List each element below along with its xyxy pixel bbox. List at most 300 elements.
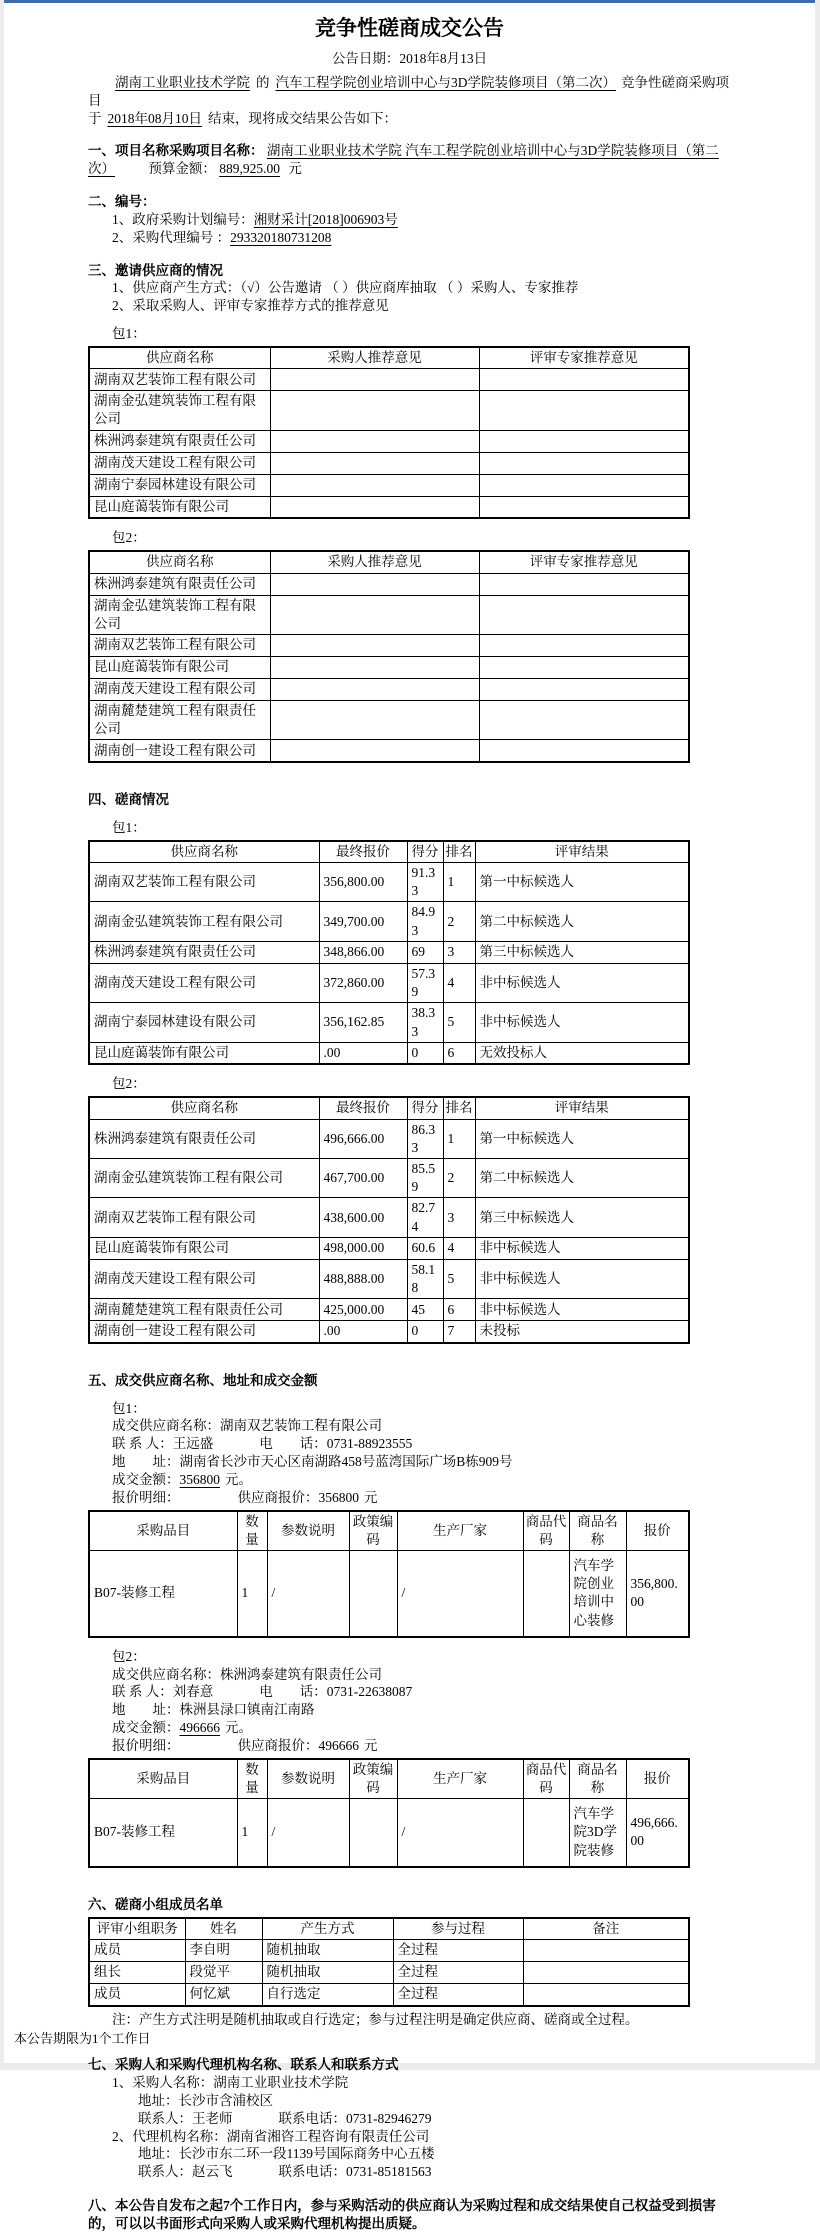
column-header: 供应商名称 (89, 347, 270, 369)
quote-label: 供应商报价： (237, 1737, 319, 1753)
agent-contact-line (138, 2163, 736, 2181)
contact-line (112, 1435, 736, 1453)
rank-cell: 2 (443, 1159, 475, 1198)
price-cell: 498,000.00 (319, 1237, 407, 1259)
quantity-cell: 1 (237, 1799, 267, 1867)
table-row (89, 1159, 689, 1198)
empty-cell (479, 430, 689, 452)
price-cell: 496,666.00 (319, 1119, 407, 1158)
column-header: 商品代码 (523, 1511, 569, 1551)
intro-text-2: 于 (88, 110, 102, 126)
column-header: 姓名 (185, 1918, 262, 1940)
winner-label: 成交供应商名称： (112, 1666, 220, 1682)
supplier-name-cell: 湖南金弘建筑装饰工程有限公司 (89, 595, 270, 634)
score-cell: 38.33 (407, 1003, 443, 1042)
supplier-name-cell: 湖南茂天建设工程有限公司 (89, 452, 270, 474)
result-cell: 第一中标候选人 (475, 1119, 689, 1158)
package-2-label: 包2： (112, 1076, 146, 1092)
empty-cell (270, 634, 479, 656)
buyer-contact-line (138, 2110, 736, 2128)
empty-cell (479, 678, 689, 700)
supplier-name-cell: 株洲鸿泰建筑有限责任公司 (89, 941, 319, 963)
buyer-phone: 0731-82946279 (346, 2110, 432, 2126)
section-8-paragraph: 八、本公告自发布之起7个工作日内，参与采购活动的供应商认为采购过程和成交结果使自己权益受到损害的，可以以书面形式向采购人或采购代理机构提出质疑。 (88, 2198, 716, 2231)
package-1-item-table (88, 1510, 690, 1638)
process-cell: 全过程 (393, 1984, 523, 2006)
buyer-contact: 联系人：王老师 (138, 2110, 233, 2126)
table-row (89, 1259, 689, 1298)
table-row (89, 391, 689, 430)
intro-conjunction: 的 (256, 75, 270, 90)
supplier-name-cell: 湖南双艺装饰工程有限公司 (89, 369, 270, 391)
price-cell: 496,666.00 (626, 1799, 689, 1867)
table-header-row (89, 1918, 689, 1940)
contact-label: 联 系 人： (112, 1436, 173, 1452)
date-label: 公告日期： (331, 51, 400, 66)
rank-cell: 7 (443, 1321, 475, 1343)
date-line (4, 47, 815, 67)
column-header: 政策编码 (349, 1511, 397, 1551)
table-row (89, 1984, 689, 2006)
result-cell: 第二中标候选人 (475, 902, 689, 941)
empty-cell (270, 573, 479, 595)
phone-label: 电 话： (259, 1684, 327, 1700)
method-cell: 随机抽取 (262, 1962, 393, 1984)
contact-name: 刘春意 (172, 1684, 214, 1700)
quote-value: 356800 (318, 1489, 359, 1505)
supplier-name-cell: 株洲鸿泰建筑有限责任公司 (89, 1119, 319, 1158)
column-header: 商品代码 (523, 1759, 569, 1799)
contact-name: 王远盛 (172, 1436, 214, 1452)
supplier-name-cell: 湖南双艺装饰工程有限公司 (89, 634, 270, 656)
budget-value: 889,925.00 (219, 161, 280, 177)
result-cell: 非中标候选人 (475, 1259, 689, 1298)
column-header: 采购品目 (89, 1511, 237, 1551)
empty-cell (523, 1550, 569, 1636)
package-1-negotiation-table (88, 840, 690, 1066)
result-cell: 第三中标候选人 (475, 1198, 689, 1237)
column-header: 评审专家推荐意见 (479, 551, 689, 573)
panel-members-table (88, 1917, 690, 2007)
table-row (89, 902, 689, 941)
buyer-value: 湖南工业职业技术学院 (213, 2075, 349, 2091)
column-header: 报价 (626, 1511, 689, 1551)
package-2-label: 包2： (112, 1648, 146, 1664)
manufacturer-cell: / (397, 1799, 523, 1867)
result-cell: 无效投标人 (475, 1042, 689, 1064)
manufacturer-cell: / (397, 1550, 523, 1636)
section-4-heading: 四、磋商情况 (88, 791, 169, 807)
section-1-heading: 一、项目名称采购项目名称： (88, 143, 264, 159)
supplier-name-cell: 昆山庭蔼装饰有限公司 (89, 1237, 319, 1259)
section-4 (88, 791, 736, 1344)
amount-line (112, 1719, 736, 1737)
amount-value: 496666 (179, 1720, 220, 1736)
budget-unit: 元 (288, 161, 302, 177)
supplier-method-line: 1、供应商产生方式：（√）公告邀请 （ ）供应商库抽取 （ ）采购人、专家推荐 (112, 280, 579, 296)
price-cell: 356,800.00 (626, 1550, 689, 1636)
table-row (89, 740, 689, 762)
quote-detail-label: 报价明细： (112, 1737, 180, 1753)
plan-number-line (112, 211, 736, 229)
budget-label: 预算金额： (148, 161, 216, 177)
table-row (89, 700, 689, 739)
result-cell: 第二中标候选人 (475, 1159, 689, 1198)
address-line (112, 1453, 736, 1471)
supplier-name-cell: 湖南创一建设工程有限公司 (89, 1321, 319, 1343)
supplier-name-cell: 湖南创一建设工程有限公司 (89, 740, 270, 762)
package-1-label: 包1： (112, 325, 146, 341)
top-accent-bar (4, 0, 815, 3)
table-row (89, 1198, 689, 1237)
rank-cell: 3 (443, 941, 475, 963)
agency-number-label: 2、采购代理编号 ： (112, 229, 231, 245)
rank-cell: 4 (443, 963, 475, 1002)
rank-cell: 3 (443, 1198, 475, 1237)
supplier-name-cell: 湖南金弘建筑装饰工程有限公司 (89, 902, 319, 941)
winner-line (112, 1666, 736, 1684)
quote-unit: 元 (364, 1489, 378, 1505)
rank-cell: 6 (443, 1042, 475, 1064)
table-row (89, 573, 689, 595)
column-header: 得分 (407, 1097, 443, 1119)
item-name-cell: B07-装修工程 (89, 1799, 237, 1867)
rank-cell: 6 (443, 1299, 475, 1321)
section-6 (88, 1896, 736, 2029)
price-cell: .00 (319, 1321, 407, 1343)
table-row (89, 963, 689, 1002)
empty-cell (270, 700, 479, 739)
empty-cell (270, 452, 479, 474)
intro-text-3: 结束，现将成交结果公告如下： (208, 110, 397, 126)
empty-cell (270, 474, 479, 496)
score-cell: 0 (407, 1321, 443, 1343)
contact-line (112, 1683, 736, 1701)
result-cell: 非中标候选人 (475, 1299, 689, 1321)
section-6-heading: 六、磋商小组成员名单 (88, 1896, 223, 1912)
section-1 (88, 142, 736, 178)
empty-cell (479, 573, 689, 595)
quote-line (112, 1737, 736, 1755)
column-header: 评审专家推荐意见 (479, 347, 689, 369)
supplier-name-cell: 湖南金弘建筑装饰工程有限公司 (89, 1159, 319, 1198)
member-name-cell: 何忆斌 (185, 1984, 262, 2006)
method-cell: 自行选定 (262, 1984, 393, 2006)
buyer-phone-label: 联系电话： (278, 2110, 346, 2126)
agent-phone-label: 联系电话： (278, 2164, 346, 2180)
column-header: 排名 (443, 841, 475, 863)
column-header: 供应商名称 (89, 1097, 319, 1119)
price-cell: 372,860.00 (319, 963, 407, 1002)
empty-cell (270, 369, 479, 391)
table-header-row (89, 347, 689, 369)
supplier-name-cell: 昆山庭蔼装饰有限公司 (89, 496, 270, 518)
column-header: 供应商名称 (89, 551, 270, 573)
role-cell: 组长 (89, 1962, 185, 1984)
package-2-invited-suppliers-table (88, 550, 690, 763)
rank-cell: 1 (443, 863, 475, 902)
plan-number-value: 湘财采计[2018]006903号 (253, 211, 398, 227)
member-name-cell: 段觉平 (185, 1962, 262, 1984)
section-5 (88, 1372, 736, 1868)
document-body (88, 74, 736, 2233)
close-date: 2018年08月10日 (107, 110, 202, 126)
winner-line (112, 1417, 736, 1435)
supplier-name-cell: 湖南茂天建设工程有限公司 (89, 1259, 319, 1298)
price-cell: 348,866.00 (319, 941, 407, 963)
column-header: 采购人推荐意见 (270, 347, 479, 369)
section-2-heading: 二、编号： (88, 194, 156, 210)
empty-cell (270, 656, 479, 678)
empty-cell (479, 452, 689, 474)
table-row (89, 941, 689, 963)
result-cell: 非中标候选人 (475, 1237, 689, 1259)
amount-line (112, 1471, 736, 1489)
result-cell: 第一中标候选人 (475, 863, 689, 902)
column-header: 数量 (237, 1511, 267, 1551)
package-2-label: 包2： (112, 530, 146, 546)
score-cell: 45 (407, 1299, 443, 1321)
address-label: 地 址： (112, 1454, 180, 1470)
empty-cell (270, 678, 479, 700)
supplier-name-cell: 昆山庭蔼装饰有限公司 (89, 1042, 319, 1064)
contact-label: 联 系 人： (112, 1684, 173, 1700)
column-header: 采购人推荐意见 (270, 551, 479, 573)
amount-value: 356800 (179, 1471, 220, 1487)
empty-cell (349, 1550, 397, 1636)
column-header: 生产厂家 (397, 1759, 523, 1799)
table-row (89, 656, 689, 678)
score-cell: 60.6 (407, 1237, 443, 1259)
item-name-cell: B07-装修工程 (89, 1550, 237, 1636)
column-header: 最终报价 (319, 841, 407, 863)
empty-cell (523, 1799, 569, 1867)
price-cell: 425,000.00 (319, 1299, 407, 1321)
price-cell: 467,700.00 (319, 1159, 407, 1198)
rank-cell: 4 (443, 1237, 475, 1259)
amount-unit: 元。 (225, 1720, 252, 1736)
section-1-project-value: 湖南工业职业技术学院 汽车工程学院创业培训中心与3D学院装修项目（第二次） (88, 143, 719, 177)
page-title: 竞争性磋商成交公告 (315, 16, 504, 40)
package-1-label: 包1： (112, 819, 146, 835)
section-2 (88, 193, 736, 246)
score-cell: 69 (407, 941, 443, 963)
package-1-invited-suppliers-table (88, 346, 690, 519)
empty-cell (479, 496, 689, 518)
agent-phone: 0731-85181563 (346, 2164, 432, 2180)
empty-cell (523, 1984, 689, 2006)
agent-address-line: 地址：长沙市东二环一段1139号国际商务中心五楼 (138, 2146, 435, 2162)
rank-cell: 5 (443, 1259, 475, 1298)
score-cell: 82.74 (407, 1198, 443, 1237)
quote-line (112, 1489, 736, 1507)
intro-text-1: 竞争性磋商采购项目 (88, 75, 729, 108)
amount-label: 成交金额： (112, 1471, 180, 1487)
address-label: 地 址： (112, 1702, 180, 1718)
empty-cell (270, 595, 479, 634)
table-header-row (89, 551, 689, 573)
phone-value: 0731-88923555 (326, 1436, 413, 1452)
empty-cell (479, 656, 689, 678)
winner-name: 湖南双艺装饰工程有限公司 (220, 1418, 382, 1434)
table-row (89, 369, 689, 391)
agent-value: 湖南省湘咨工程咨询有限责任公司 (226, 2128, 430, 2144)
buyer-address-line: 地址：长沙市含浦校区 (138, 2093, 273, 2109)
intro-paragraph (88, 74, 736, 127)
empty-cell (479, 595, 689, 634)
agency-number-line (112, 229, 736, 247)
supplier-name-cell: 湖南宁泰园林建设有限公司 (89, 474, 270, 496)
column-header: 供应商名称 (89, 841, 319, 863)
table-row (89, 1550, 689, 1636)
phone-label: 电 话： (259, 1436, 327, 1452)
phone-value: 0731-22638087 (326, 1684, 413, 1700)
buyer-name: 湖南工业职业技术学院 (115, 75, 250, 90)
empty-cell (270, 496, 479, 518)
supplier-name-cell: 湖南双艺装饰工程有限公司 (89, 863, 319, 902)
empty-cell (270, 391, 479, 430)
table-row (89, 1962, 689, 1984)
date-value: 2018年8月13日 (399, 51, 488, 66)
supplier-name-cell: 湖南麓楚建筑工程有限责任公司 (89, 700, 270, 739)
supplier-name-cell: 湖南麓楚建筑工程有限责任公司 (89, 1299, 319, 1321)
recommendation-line: 2、采取采购人、评审专家推荐方式的推荐意见 (112, 298, 389, 314)
column-header: 采购品目 (89, 1759, 237, 1799)
column-header: 报价 (626, 1759, 689, 1799)
table-row (89, 1119, 689, 1158)
quote-detail-label: 报价明细： (112, 1489, 180, 1505)
table-row (89, 1799, 689, 1867)
column-header: 数量 (237, 1759, 267, 1799)
table-note: 注：产生方式注明是随机抽取或自行选定；参与过程注明是确定供应商、磋商或全过程。 (112, 2011, 639, 2027)
footer-note: 本公告期限为1个工作日 (14, 2031, 151, 2046)
column-header: 参数说明 (267, 1511, 349, 1551)
section-7-heading: 七、采购人和采购代理机构名称、联系人和联系方式 (88, 2057, 399, 2073)
result-cell: 非中标候选人 (475, 1003, 689, 1042)
column-header: 产生方式 (262, 1918, 393, 1940)
empty-cell (270, 740, 479, 762)
score-cell: 84.93 (407, 902, 443, 941)
price-cell: 438,600.00 (319, 1198, 407, 1237)
process-cell: 全过程 (393, 1940, 523, 1962)
package-2-item-table (88, 1758, 690, 1868)
table-row (89, 1321, 689, 1343)
table-row (89, 863, 689, 902)
empty-cell (479, 391, 689, 430)
empty-cell (479, 700, 689, 739)
table-row (89, 634, 689, 656)
method-cell: 随机抽取 (262, 1940, 393, 1962)
table-header-row (89, 1097, 689, 1119)
table-row (89, 1042, 689, 1064)
table-row (89, 430, 689, 452)
table-header-row (89, 841, 689, 863)
supplier-name-cell: 湖南茂天建设工程有限公司 (89, 963, 319, 1002)
column-header: 评审结果 (475, 1097, 689, 1119)
package-1-label: 包1： (112, 1400, 146, 1416)
score-cell: 91.33 (407, 863, 443, 902)
product-name-cell: 汽车学院3D学院装修 (569, 1799, 626, 1867)
column-header: 备注 (523, 1918, 689, 1940)
result-cell: 未投标 (475, 1321, 689, 1343)
table-row (89, 1940, 689, 1962)
role-cell: 成员 (89, 1940, 185, 1962)
table-row (89, 474, 689, 496)
score-cell: 57.39 (407, 963, 443, 1002)
column-header: 商品名称 (569, 1759, 626, 1799)
result-cell: 非中标候选人 (475, 963, 689, 1002)
amount-label: 成交金额： (112, 1720, 180, 1736)
supplier-name-cell: 湖南金弘建筑装饰工程有限公司 (89, 391, 270, 430)
quantity-cell: 1 (237, 1550, 267, 1636)
package-2-negotiation-table (88, 1096, 690, 1344)
column-header: 参数说明 (267, 1759, 349, 1799)
quote-unit: 元 (364, 1737, 378, 1753)
table-row (89, 1003, 689, 1042)
rank-cell: 1 (443, 1119, 475, 1158)
supplier-name-cell: 昆山庭蔼装饰有限公司 (89, 656, 270, 678)
score-cell: 86.33 (407, 1119, 443, 1158)
column-header: 商品名称 (569, 1511, 626, 1551)
table-row (89, 678, 689, 700)
supplier-name-cell: 株洲鸿泰建筑有限责任公司 (89, 430, 270, 452)
empty-cell (479, 474, 689, 496)
result-cell: 第三中标候选人 (475, 941, 689, 963)
score-cell: 85.59 (407, 1159, 443, 1198)
empty-cell (479, 634, 689, 656)
table-header-row (89, 1511, 689, 1551)
section-5-heading: 五、成交供应商名称、地址和成交金额 (88, 1372, 318, 1388)
empty-cell (523, 1962, 689, 1984)
section-3-heading: 三、邀请供应商的情况 (88, 262, 223, 278)
quote-label: 供应商报价： (237, 1489, 319, 1505)
supplier-name-cell: 株洲鸿泰建筑有限责任公司 (89, 573, 270, 595)
empty-cell (479, 740, 689, 762)
plan-number-label: 1、政府采购计划编号： (112, 211, 254, 227)
role-cell: 成员 (89, 1984, 185, 2006)
column-header: 排名 (443, 1097, 475, 1119)
quote-value: 496666 (318, 1737, 359, 1753)
column-header: 参与过程 (393, 1918, 523, 1940)
score-cell: 0 (407, 1042, 443, 1064)
price-cell: 356,162.85 (319, 1003, 407, 1042)
amount-unit: 元。 (225, 1471, 252, 1487)
member-name-cell: 李自明 (185, 1940, 262, 1962)
column-header: 评审小组职务 (89, 1918, 185, 1940)
agency-number-value: 293320180731208 (230, 229, 332, 245)
price-cell: .00 (319, 1042, 407, 1064)
product-name-cell: 汽车学院创业培训中心装修 (569, 1550, 626, 1636)
supplier-name-cell: 湖南宁泰园林建设有限公司 (89, 1003, 319, 1042)
table-row (89, 1299, 689, 1321)
price-cell: 488,888.00 (319, 1259, 407, 1298)
rank-cell: 5 (443, 1003, 475, 1042)
section-7 (88, 2056, 736, 2181)
buyer-name-line (112, 2074, 736, 2092)
table-row (89, 496, 689, 518)
buyer-label: 1、采购人名称： (112, 2075, 214, 2091)
empty-cell (523, 1940, 689, 1962)
rank-cell: 2 (443, 902, 475, 941)
address-value: 株洲县渌口镇南江南路 (179, 1702, 315, 1718)
score-cell: 58.18 (407, 1259, 443, 1298)
column-header: 政策编码 (349, 1759, 397, 1799)
address-line (112, 1701, 736, 1719)
empty-cell (479, 369, 689, 391)
process-cell: 全过程 (393, 1962, 523, 1984)
address-value: 湖南省长沙市天心区南湖路458号蓝湾国际广场B栋909号 (179, 1454, 513, 1470)
table-header-row (89, 1759, 689, 1799)
